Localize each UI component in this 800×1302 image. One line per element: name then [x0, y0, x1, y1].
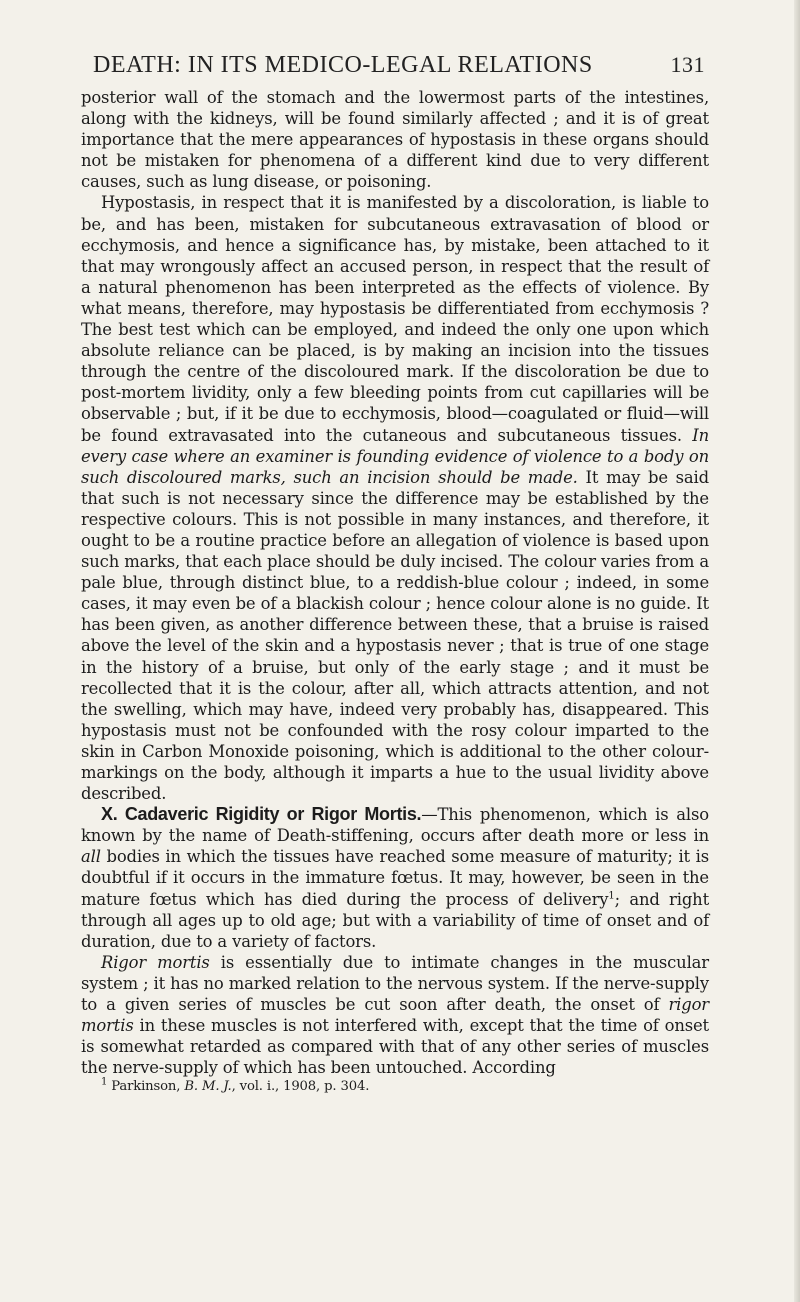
- running-title: DEATH: IN ITS MEDICO-LEGAL RELATIONS: [93, 52, 593, 78]
- page-body: [81, 87, 709, 1095]
- paragraph-hypostasis: [81, 192, 709, 804]
- italic-emphasis: all: [81, 847, 101, 867]
- paragraph-text: ; and right through all ages up to old age; but with a variability of time of onset and of duration, due to a variety of factors.: [81, 889, 710, 951]
- paragraph-text: posterior wall of the stomach and the lowermost parts of the intestines, along with the kidneys, will be found similarly affected ; and it is of great importance that the mere appearances of hypostasis in these organs should not be mistaken for phenomena of a different kind due to very different causes, such as lung disease, or poisoning.: [81, 88, 709, 192]
- paragraph-rigor-muscular: [81, 952, 709, 1079]
- footnote-text: Parkinson,: [107, 1079, 185, 1095]
- section-heading: X. Cadaveric Rigidity or Rigor Mortis.: [101, 804, 422, 825]
- italic-term: Rigor mortis: [101, 952, 210, 972]
- footnote-text: , vol. i., 1908, p. 304.: [231, 1079, 370, 1095]
- paragraph-text: is essentially due to intimate changes in the muscular system ; it has no marked relation to the nervous system. If the nerve-supply to a given series of muscles be cut soon after death, the onset of: [81, 952, 709, 1015]
- footnote-journal: B. M. J.: [184, 1079, 232, 1095]
- paragraph-text: bodies in which the tissues have reached some measure of maturity; it is doubtful if it occurs in the immature fœtus. It may, however, be seen in the mature fœtus which has died during the process of delivery: [81, 847, 709, 909]
- paragraph-text: Hypostasis, in respect that it is manifested by a discoloration, is liable to be, and has been, mistaken for subcutaneous extravasation of blood or ecchymosis, and hence a significance has, by mistake, been attached to it that may wrongously affect an accused person, in respect that the result of a natural phenomenon has been interpreted as the effects of violence. By what means, therefore, may hypostasis be differentiated from ecchymosis ? The best test which can be employed, and indeed the only one upon which absolute reliance can be placed, is by making an incision into the tissues through the centre of the discoloured mark. If the discoloration be due to post-mortem lividity, only a few bleeding points from cut capillaries will be observable ; but, if it be due to ecchymosis, blood—coagulated or fluid—will be found extravasated into the cutaneous and subcutaneous tissues.: [81, 193, 709, 445]
- paragraph-text: in these muscles is not interfered with, except that the time of onset is somewhat retarded as compared with that of any other series of muscles the nerve-supply of which has been untouched. According: [81, 1016, 709, 1078]
- italic-term: rigor mortis: [81, 995, 709, 1036]
- italic-emphasis: In every case where an examiner is founding evidence of violence to a body on such discoloured marks, such an incision should be made.: [81, 425, 709, 487]
- page-number: 131: [670, 52, 705, 77]
- paragraph-text: It may be said that such is not necessary since the difference may be established by the respective colours. This is not possible in many instances, and therefore, it ought to be a routine practice before an allegation of violence is based upon such marks, that each place should be duly incised. The colour varies from a pale blue, through distinct blue, to a reddish-blue colour ; indeed, in some cases, it may even be of a blackish colour ; hence colour alone is no guide. It has been given, as another difference between these, that a bruise is raised above the level of the skin and a hypostasis never ; that is true of one stage in the history of a bruise, but only of the early stage ; and it must be recollected that it is the colour, after all, which attracts attention, and not the swelling, which may have, indeed very probably has, disappeared. This hypostasis must not be confounded with the rosy colour imparted to the skin in Carbon Monoxide poisoning, which is additional to the other colour-markings on the body, although it imparts a hue to the usual lividity above described.: [81, 467, 709, 804]
- paragraph-text: —This phenomenon, which is also known by the name of Death-stiffening, occurs after death more or less in: [81, 805, 709, 846]
- running-header: [93, 52, 705, 79]
- footnote-marker: 1: [101, 1077, 108, 1089]
- footnote: [81, 1078, 709, 1095]
- paragraph-rigor-mortis: [81, 804, 709, 952]
- paragraph-continuation: [81, 87, 709, 192]
- footnote-reference: 1: [608, 890, 615, 902]
- page-edge: [794, 0, 800, 1302]
